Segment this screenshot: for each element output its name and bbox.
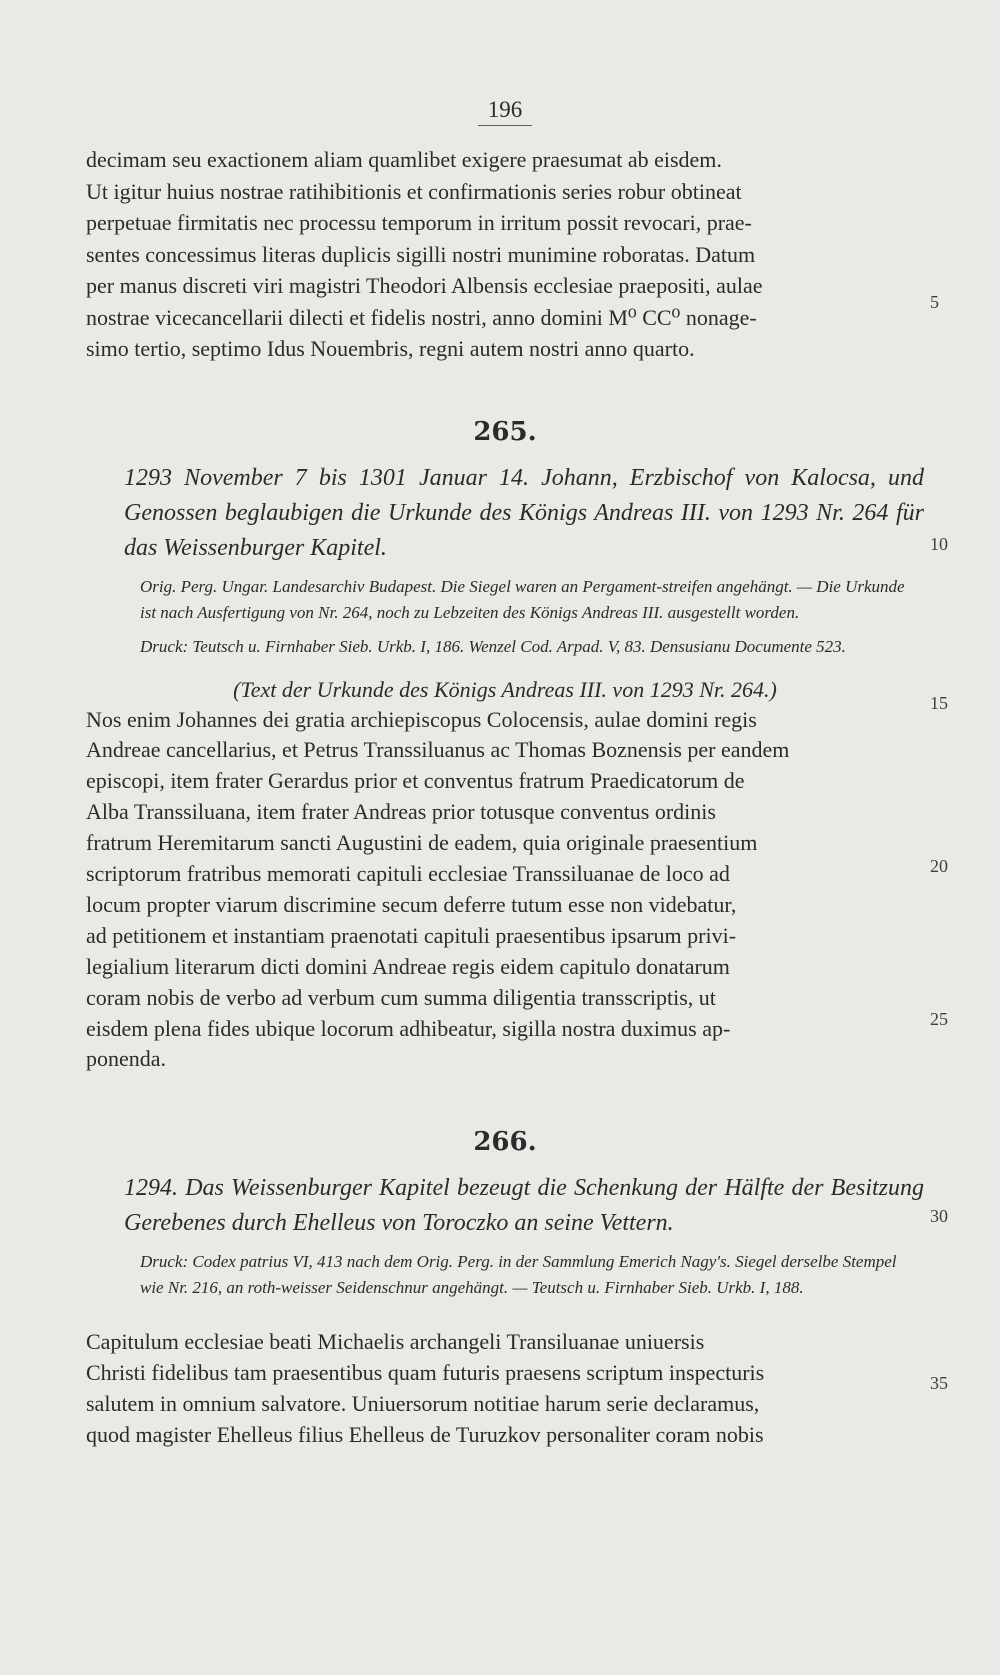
preceding-document-ending [86, 144, 924, 365]
entry-265-body [86, 705, 924, 1076]
entry-number-266: 266. [473, 1127, 537, 1158]
text-line: Nos enim Johannes dei gratia archiepiscopus Colocensis, aulae domini regis [86, 706, 757, 732]
text-line: nostrae vicecancellarii dilecti et fidelis nostri, anno domini M⁰ CC⁰ nonage- [86, 304, 757, 330]
line-number: 10 [930, 534, 948, 554]
line-number: 30 [930, 1206, 948, 1226]
text-line: Ut igitur huius nostrae ratihibitionis et confirmationis series robur obtineat [86, 178, 742, 204]
page-number-text: 196 [478, 98, 533, 126]
text-line: sentes concessimus literas duplicis sigilli nostri munimine roboratas. Datum [86, 241, 756, 267]
line-number: 35 [930, 1373, 948, 1393]
entry-266-print-note: Druck: Codex patrius VI, 413 nach dem Orig. Perg. in der Sammlung Emerich Nagy's. Siegel derselbe Stempel wie Nr. 216, an roth-weisser Seidenschnur angehängt. — Teutsch u. Firnhaber Sieb. Urkb. I, 188. [140, 1252, 897, 1298]
text-line: Andreae cancellarius, et Petrus Transsiluanus ac Thomas Boznensis per eandem [86, 737, 790, 763]
text-line: fratrum Heremitarum sancti Augustini de eadem, quia originale praesentium [86, 830, 758, 856]
entry-265-archival-note: Orig. Perg. Ungar. Landesarchiv Budapest. Die Siegel waren an Pergament-streifen angehängt. — Die Urkunde ist nach Ausfertigung von Nr. 264, noch zu Lebzeiten des Königs Andreas III. ausgestellt worden. [140, 576, 905, 622]
text-line: episcopi, item frater Gerardus prior et conventus fratrum Praedicatorum de [86, 768, 745, 794]
text-line: ad petitionem et instantiam praenotati capituli praesentibus ipsarum privi- [86, 922, 737, 948]
margin-line-numbers [930, 0, 990, 1675]
text-line: Capitulum ecclesiae beati Michaelis archangeli Transiluanae uniuersis [86, 1329, 705, 1355]
text-line: eisdem plena fides ubique locorum adhibeatur, sigilla nostra duximus ap- [86, 1015, 731, 1041]
text-line: simo tertio, septimo Idus Nouembris, regni autem nostri anno quarto. [86, 336, 695, 361]
text-line: locum propter viarum discrimine secum deferre tutum esse non videbatur, [86, 891, 737, 917]
text-line: Christi fidelibus tam praesentibus quam futuris praesens scriptum inspecturis [86, 1360, 765, 1386]
spacer [86, 1075, 924, 1101]
text-line: decimam seu exactionem aliam quamlibet exigere praesumat ab eisdem. [86, 147, 722, 172]
entry-265-regest: 1293 November 7 bis 1301 Januar 14. Johann, Erzbischof von Kalocsa, und Genossen beglaubigen die Urkunde des Königs Andreas III. von 1293 Nr. 264 für das Weissenburger Kapitel. [124, 464, 924, 561]
entry-266-body [86, 1327, 924, 1451]
entry-number-265: 265. [473, 416, 537, 447]
text-line: scriptorum fratribus memorati capituli ecclesiae Transsiluanae de loco ad [86, 861, 730, 887]
entry-265-subheading: (Text der Urkunde des Königs Andreas III. von 1293 Nr. 264.) [233, 676, 777, 702]
line-number: 5 [930, 292, 939, 312]
text-line: ponenda. [86, 1046, 167, 1072]
line-number: 25 [930, 1009, 948, 1029]
text-line: Alba Transsiluana, item frater Andreas prior totusque conventus ordinis [86, 799, 716, 825]
spacer [86, 1301, 924, 1327]
text-line: salutem in omnium salvatore. Uniuersorum notitiae harum serie declaramus, [86, 1391, 760, 1417]
entry-265-print-note: Druck: Teutsch u. Firnhaber Sieb. Urkb. I, 186. Wenzel Cod. Arpad. V, 83. Densusianu Documente 523. [140, 636, 846, 656]
text-line: legialium literarum dicti domini Andreae regis eidem capitulo donatarum [86, 953, 730, 979]
text-line: quod magister Ehelleus filius Ehelleus de Turuzkov personaliter coram nobis [86, 1422, 764, 1448]
spacer [86, 365, 924, 391]
page-content [86, 98, 924, 1451]
text-line: coram nobis de verbo ad verbum cum summa diligentia transscriptis, ut [86, 984, 716, 1010]
page-number [86, 98, 924, 126]
line-number: 15 [930, 693, 948, 713]
line-number: 20 [930, 856, 948, 876]
text-line: per manus discreti viri magistri Theodori Albensis ecclesiae praepositi, aulae [86, 273, 763, 298]
text-line: perpetuae firmitatis nec processu temporum in irritum possit revocari, prae- [86, 210, 752, 235]
entry-266-regest: 1294. Das Weissenburger Kapitel bezeugt die Schenkung der Hälfte der Besitzung Gerebenes durch Ehelleus von Toroczko an seine Vettern. [124, 1175, 924, 1237]
